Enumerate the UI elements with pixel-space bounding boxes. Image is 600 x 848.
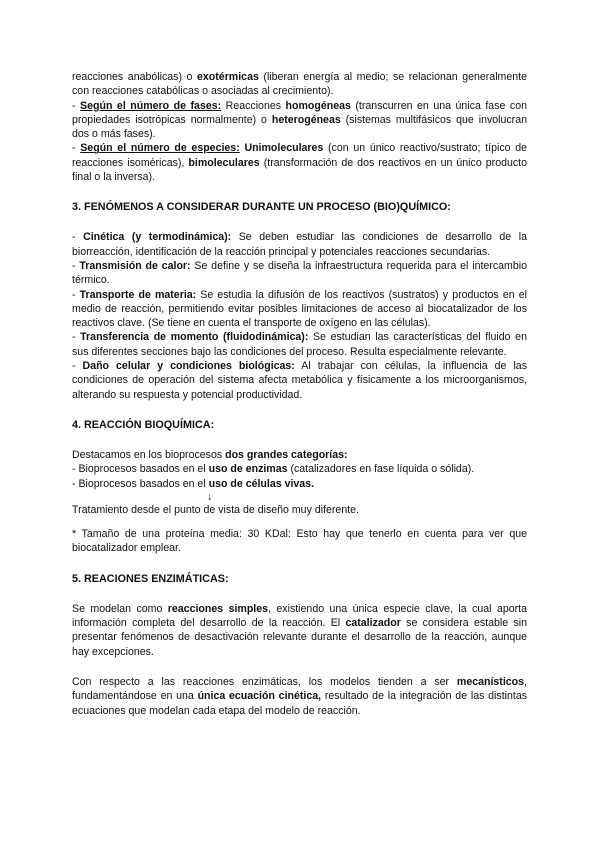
document-page: [72, 70, 527, 718]
bold-term: dos grandes categorías:: [225, 448, 348, 461]
fases-paragraph: [72, 99, 527, 142]
protein-note: * Tamaño de una proteína media: 30 KDal: Esto hay que tenerlo en cuenta para ver que biocatalizador emplear.: [72, 528, 527, 555]
text-span: (liberan energía al medio; se relacionan generalmente con reacciones catabólicas o asociadas al crecimiento).: [72, 71, 527, 98]
enzymatic-paragraph-1: [72, 602, 527, 659]
phenomenon-label: Cinética (y termodinámica):: [83, 231, 232, 244]
text-span: (transcurren en una única fase con propiedades isotrópicas normalmente) o: [72, 99, 527, 126]
category-enzymes: [72, 462, 527, 476]
bold-term: exotérmicas: [197, 71, 259, 83]
bold-term: bimoleculares: [188, 156, 260, 169]
text-span: se considera estable sin presentar fenómenos de desactivación relevante durante el desarrollo de la reacción, aunque hay excepciones.: [72, 617, 527, 658]
phenomenon-text: Se estudian las características del fluido en sus diferentes secciones bajo las condiciones del proceso. Resulta especialmente relevante.: [72, 331, 527, 358]
section-3-title: 3. FENÓMENOS A CONSIDERAR DURANTE UN PROCESO (BIO)QUÍMICO:: [72, 201, 451, 214]
text-span: Destacamos en los bioprocesos: [72, 448, 226, 461]
text-span: (con un único reactivo/sustrato; típico de reacciones isoméricas),: [72, 142, 527, 169]
phenomenon-label: Transporte de materia:: [79, 288, 197, 301]
phenomenon-label: Daño celular y condiciones biológicas:: [82, 360, 295, 373]
category-cells: [72, 477, 527, 491]
phenomenon-item: [72, 288, 527, 331]
bold-term: uso de enzimas: [208, 463, 288, 476]
phenomenon-text: Se estudia la difusión de los reactivos (sustratos) y productos en el medio de reacción, permitiendo evitar posibles limitaciones de acceso al biocatalizador de los reactivos clave. (Se tiene en cuenta el transporte de oxígeno en las células).: [72, 288, 527, 330]
text-span: reacciones anabólicas) o: [72, 71, 198, 83]
phenomenon-item: [72, 230, 527, 259]
text-span: - Bioprocesos basados en el: [72, 477, 209, 490]
phenomenon-item: [72, 330, 527, 359]
bullet-dash: -: [72, 99, 81, 112]
bullet-dash: -: [72, 331, 81, 344]
bullet-dash: -: [72, 231, 84, 244]
text-span: (sistemas multifásicos que involucran dos o más fases).: [72, 113, 527, 141]
bold-term: mecanísticos: [456, 675, 525, 688]
bullet-dash: -: [72, 360, 83, 373]
phenomenon-label: Transferencia de momento (fluidodinámica):: [80, 331, 309, 344]
text-span: Con respecto a las reacciones enzimáticas, los modelos tienden a ser: [72, 675, 457, 688]
phenomenon-text: Se define y se diseña la infraestructura requerida para el intercambio térmico.: [72, 259, 527, 287]
especies-paragraph: [72, 141, 527, 184]
bold-term: uso de células vivas.: [208, 477, 315, 490]
text-span: - Bioprocesos basados en el: [72, 463, 209, 476]
text-span: , existiendo una única especie clave, la cual aporta información completa del desarrollo de la reacción. El: [72, 602, 527, 630]
fases-label: Según el número de fases:: [80, 99, 222, 112]
especies-label: Según el número de especies:: [80, 142, 240, 155]
bullet-dash: -: [72, 259, 80, 272]
phenomenon-label: Transmisión de calor:: [79, 259, 191, 272]
bullet-dash: -: [72, 288, 80, 301]
text-span: resultado de la integración de las distintas ecuaciones que modelan cada etapa del modelo de reacción.: [72, 690, 528, 717]
categories-intro: [72, 448, 527, 462]
text-span: (catalizadores en fase líquida o sólida).: [287, 463, 475, 476]
text-span: , fundamentándose en una: [72, 675, 527, 703]
phenomenon-item: [72, 359, 527, 402]
bold-term: heterogéneas: [271, 113, 341, 126]
tratamiento-text: Tratamiento desde el punto de vista de diseño muy diferente.: [72, 503, 359, 516]
bullet-dash: -: [72, 142, 81, 155]
bold-term: reacciones simples: [167, 602, 269, 615]
intro-paragraph: [72, 70, 527, 99]
bold-term: única ecuación cinética,: [197, 690, 322, 703]
section-4-title: 4. REACCIÓN BIOQUÍMICA:: [72, 418, 215, 431]
enzymatic-paragraph-2: [72, 675, 527, 718]
section-5-title: 5. REACIONES ENZIMÁTICAS:: [72, 572, 229, 585]
bold-term: catalizador: [345, 617, 401, 630]
text-span: Reacciones: [221, 99, 286, 112]
bold-term: homogéneas: [285, 99, 351, 112]
phenomenon-text: Al trabajar con células, la influencia de las condiciones de operación del sistema afecta metabólica y físicamente a los microorganismos, alterando su respuesta y potencial productividad.: [72, 360, 527, 401]
phenomenon-text: Se deben estudiar las condiciones de desarrollo de la biorreacción, identificación de la reacción principal y potenciales reacciones secundarias.: [72, 231, 527, 258]
text-span: Se modelan como: [72, 602, 168, 615]
text-span: (transformación de dos reactivos en un único producto final o la inversa).: [72, 156, 527, 184]
bold-term: Unimoleculares: [244, 142, 324, 155]
phenomenon-item: [72, 259, 527, 288]
down-arrow-icon: ↓: [207, 490, 213, 503]
